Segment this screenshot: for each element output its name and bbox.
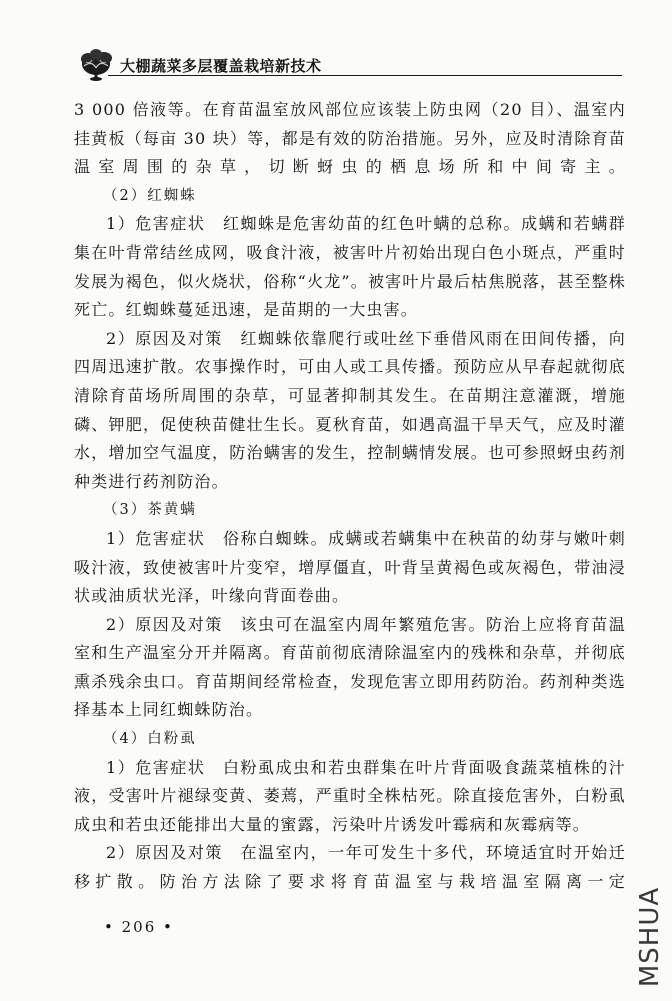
running-header-title: 大棚蔬菜多层覆盖栽培新技术	[120, 57, 322, 75]
section-heading-whitefly: （4）白粉虱	[103, 731, 197, 748]
paragraph-whitefly-control: 2）原因及对策 在温室内，一年可发生十多代，环境适宜时开始迁移扩散。防治方法除了要求将育苗温室与栽培温室隔离一定	[74, 843, 626, 892]
section-heading-tea-yellow-mite: （3）茶黄螨	[103, 502, 197, 519]
running-header	[74, 40, 622, 84]
watermark	[634, 882, 666, 992]
page-number: • 206 •	[104, 918, 174, 936]
paragraph-red-spider-symptoms: 1）危害症状 红蜘蛛是危害幼苗的红色叶螨的总称。成螨和若螨群集在叶背常结丝成网，吸食汁液，被害叶片初始出现白色小斑点，严重时发展为褐色，似火烧状，俗称“火龙”。被害叶片最后枯焦脱落，甚至整株死亡。红蜘蛛蔓延迅速，是苗期的一大虫害。	[74, 214, 626, 320]
watermark-text: MSHUA	[635, 886, 665, 988]
vegetable-logo-icon	[74, 44, 118, 82]
paragraph-tea-yellow-mite-control: 2）原因及对策 该虫可在温室内周年繁殖危害。防治上应将育苗温室和生产温室分开并隔离。育苗前彻底清除温室内的残株和杂草，并彻底熏杀残余虫口。育苗期间经常检查，发现危害立即用药防治。药剂种类选择基本上同红蜘蛛防治。	[74, 614, 626, 720]
paragraph-tea-yellow-mite-symptoms: 1）危害症状 俗称白蜘蛛。成螨或若螨集中在秧苗的幼芽与嫩叶刺吸汁液，致使被害叶片变窄，增厚僵直，叶背呈黄褐色或灰褐色，带油浸状或油质状光泽，叶缘向背面卷曲。	[74, 528, 626, 606]
page-body	[74, 96, 626, 897]
paragraph-red-spider-control: 2）原因及对策 红蜘蛛依靠爬行或吐丝下垂借风雨在田间传播，向四周迅速扩散。农事操作时，可由人或工具传播。预防应从早春起就彻底清除育苗场所周围的杂草，可显著抑制其发生。在苗期注意灌溉，增施磷、钾肥，促使秧苗健壮生长。夏秋育苗，如遇高温干旱天气，应及时灌水，增加空气温度，防治螨害的发生，控制螨情发展。也可参照蚜虫药剂种类进行药剂防治。	[74, 328, 626, 491]
paragraph-continuation: 3 000 倍液等。在育苗温室放风部位应该装上防虫网（20 目）、温室内挂黄板（每亩 30 块）等，都是有效的防治措施。另外，应及时清除育苗温室周围的杂草，切断蚜虫的栖息场所和中间寄主。	[74, 100, 626, 177]
paragraph-whitefly-symptoms: 1）危害症状 白粉虱成虫和若虫群集在叶片背面吸食蔬菜植株的汁液，受害叶片褪绿变黄、萎蔫，严重时全株枯死。除直接危害外，白粉虱成虫和若虫还能排出大量的蜜露，污染叶片诱发叶霉病和灰霉病等。	[74, 757, 626, 834]
header-rule	[108, 75, 622, 76]
section-heading-red-spider: （2）红蜘蛛	[103, 187, 197, 204]
